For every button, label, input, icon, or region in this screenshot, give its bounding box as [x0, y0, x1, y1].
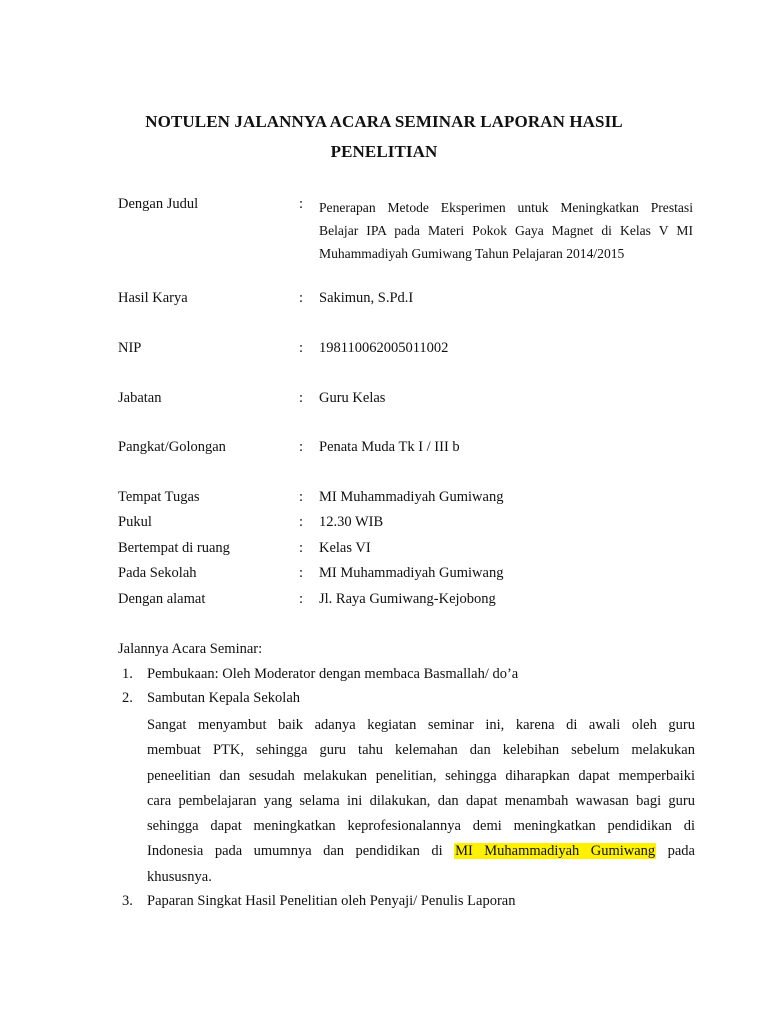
field-label-pukul: Pukul — [118, 514, 152, 530]
field-row-jabatan — [118, 390, 698, 410]
field-row-hasil-karya — [118, 290, 698, 310]
field-value-nip: 198110062005011002 — [319, 340, 449, 356]
document-title-line-1: NOTULEN JALANNYA ACARA SEMINAR LAPORAN HASIL — [145, 112, 623, 131]
field-row-pukul — [118, 514, 698, 534]
highlighted-school-name: MI Muhammadiyah Gumiwang — [455, 843, 656, 860]
sambutan-line: peneelitian dan sesudah melakukan penelitian, sehingga diharapkan dapat memperbaiki — [147, 767, 695, 784]
document-title-line-2: PENELITIAN — [330, 142, 438, 161]
list-item-text: Pembukaan: Oleh Moderator dengan membaca Basmallah/ do’a — [147, 666, 519, 682]
judul-line-3: Muhammadiyah Gumiwang Tahun Pelajaran 2014/2015 — [319, 246, 625, 261]
field-colon: : — [299, 439, 304, 455]
judul-line-2: Belajar IPA pada Materi Pokok Gaya Magnet di Kelas V MI — [319, 223, 693, 238]
field-colon: : — [299, 514, 304, 530]
sambutan-line-last: khususnya. — [147, 868, 212, 885]
field-label-hasil-karya: Hasil Karya — [118, 290, 188, 306]
field-label-judul: Dengan Judul — [118, 196, 199, 212]
field-row-pada-sekolah — [118, 565, 698, 585]
field-colon: : — [299, 290, 304, 306]
field-value-bertempat: Kelas VI — [319, 540, 371, 556]
field-label-jabatan: Jabatan — [118, 390, 162, 406]
field-label-alamat: Dengan alamat — [118, 591, 206, 607]
field-colon: : — [299, 540, 304, 556]
field-colon: : — [299, 565, 304, 581]
field-value-pada-sekolah: MI Muhammadiyah Gumiwang — [319, 565, 504, 581]
field-label-pangkat: Pangkat/Golongan — [118, 439, 226, 455]
sambutan-line-6-end: pada — [656, 843, 695, 860]
field-value-pukul: 12.30 WIB — [319, 514, 384, 530]
sambutan-line-6 — [147, 839, 695, 864]
sambutan-line: cara pembelajaran yang selama ini dilakukan, dan dapat menambah wawasan bagi guru — [147, 792, 695, 809]
field-colon: : — [299, 489, 304, 505]
field-label-nip: NIP — [118, 340, 142, 356]
field-row-pangkat — [118, 439, 698, 459]
list-number: 2. — [122, 690, 133, 706]
field-colon: : — [299, 591, 304, 607]
sambutan-paragraph — [147, 713, 695, 890]
field-colon: : — [299, 340, 304, 356]
acara-intro: Jalannya Acara Seminar: — [118, 641, 263, 657]
field-colon: : — [299, 390, 304, 406]
field-label-pada-sekolah: Pada Sekolah — [118, 565, 197, 581]
sambutan-line: sehingga dapat meningkatkan keprofesionalannya demi meningkatkan pendidikan di — [147, 818, 695, 835]
field-value-tempat-tugas: MI Muhammadiyah Gumiwang — [319, 489, 504, 505]
sambutan-line-6-start: Indonesia pada umumnya dan pendidikan di — [147, 843, 455, 860]
field-value-judul — [319, 196, 693, 265]
judul-line-1: Penerapan Metode Eksperimen untuk Meningkatkan Prestasi — [319, 200, 693, 215]
field-row-nip — [118, 340, 698, 360]
sambutan-line: membuat PTK, sehingga guru tahu kelemahan dan kelebihan sebelum melakukan — [147, 742, 695, 759]
field-value-hasil-karya: Sakimun, S.Pd.I — [319, 290, 414, 306]
field-colon: : — [299, 196, 304, 212]
field-label-tempat-tugas: Tempat Tugas — [118, 489, 200, 505]
list-item-text: Paparan Singkat Hasil Penelitian oleh Penyaji/ Penulis Laporan — [147, 893, 516, 909]
field-row-bertempat — [118, 540, 698, 560]
field-label-bertempat: Bertempat di ruang — [118, 540, 230, 556]
list-item-text: Sambutan Kepala Sekolah — [147, 690, 301, 706]
list-number: 3. — [122, 893, 133, 909]
field-value-jabatan: Guru Kelas — [319, 390, 386, 406]
field-value-pangkat: Penata Muda Tk I / III b — [319, 439, 460, 455]
list-number: 1. — [122, 666, 133, 682]
field-row-alamat — [118, 591, 698, 611]
sambutan-line: Sangat menyambut baik adanya kegiatan seminar ini, karena di awali oleh guru — [147, 717, 695, 733]
field-row-tempat-tugas — [118, 489, 698, 509]
field-value-alamat: Jl. Raya Gumiwang-Kejobong — [319, 591, 496, 607]
